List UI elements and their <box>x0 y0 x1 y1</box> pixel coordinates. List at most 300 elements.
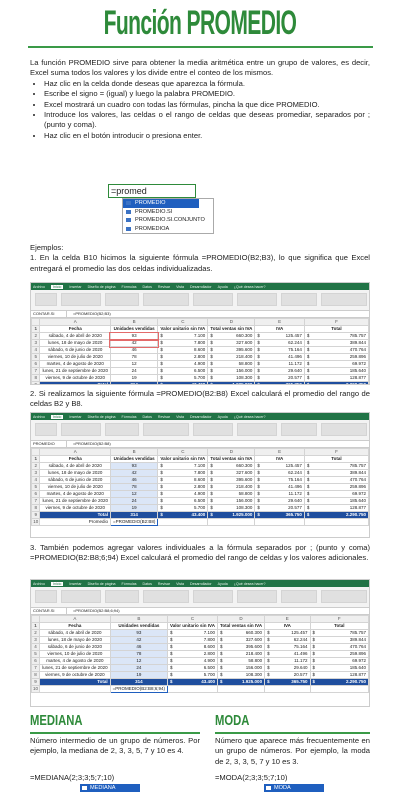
value-cell[interactable] <box>158 484 208 491</box>
value-cell[interactable] <box>208 491 255 498</box>
name-box[interactable]: PROMEDIO <box>31 441 67 447</box>
ribbon-tab[interactable]: Inicio <box>52 284 62 289</box>
date-cell[interactable]: sábado, 4 de abril de 2020 <box>40 630 111 637</box>
units-cell[interactable]: 78 <box>110 354 157 361</box>
row-number[interactable]: 3 <box>32 637 40 644</box>
ribbon-group[interactable] <box>321 590 367 603</box>
column-header[interactable]: D <box>208 319 255 326</box>
value-cell[interactable] <box>255 361 305 368</box>
ribbon-group[interactable] <box>237 423 277 436</box>
ribbon-tab[interactable]: Insertar <box>69 284 82 289</box>
value-cell[interactable] <box>310 644 368 651</box>
units-cell[interactable]: 12 <box>110 491 157 498</box>
ribbon-group[interactable] <box>321 293 367 306</box>
ribbon-group[interactable] <box>193 293 233 306</box>
formula-input[interactable]: =promed <box>108 184 196 198</box>
name-box[interactable]: CONTAR.SI <box>31 311 67 317</box>
ribbon-tab[interactable]: Archivo <box>33 284 45 289</box>
value-cell[interactable] <box>310 651 368 658</box>
ribbon-tab[interactable]: Vista <box>176 581 185 586</box>
column-header[interactable]: C <box>158 319 208 326</box>
row-number[interactable]: 5 <box>32 354 40 361</box>
column-header[interactable]: B <box>110 449 157 456</box>
ribbon-group[interactable] <box>143 590 189 603</box>
units-cell[interactable]: 46 <box>110 347 157 354</box>
row-number[interactable]: 7 <box>32 368 40 375</box>
ribbon-tab[interactable]: Fórmulas <box>121 414 137 419</box>
column-header[interactable]: A <box>40 319 111 326</box>
value-cell[interactable] <box>255 505 305 512</box>
value-cell[interactable] <box>168 630 218 637</box>
ribbon-tab[interactable]: Inicio <box>52 581 62 586</box>
value-cell[interactable] <box>265 651 310 658</box>
ribbon-tab[interactable]: Ayuda <box>217 581 228 586</box>
value-cell[interactable] <box>158 333 208 340</box>
value-cell[interactable] <box>208 498 255 505</box>
value-cell[interactable] <box>304 368 368 375</box>
value-cell[interactable] <box>310 665 368 672</box>
value-cell[interactable] <box>255 340 305 347</box>
value-cell[interactable] <box>168 658 218 665</box>
row-number[interactable]: 7 <box>32 498 40 505</box>
header-cell[interactable]: IVA <box>255 456 305 463</box>
value-cell[interactable] <box>168 665 218 672</box>
date-cell[interactable]: lunes, 18 de mayo de 2020 <box>40 470 111 477</box>
date-cell[interactable]: sábado, 4 de abril de 2020 <box>40 463 111 470</box>
ribbon-group[interactable] <box>61 293 101 306</box>
promedio-label[interactable] <box>40 686 111 693</box>
value-cell[interactable] <box>265 630 310 637</box>
corner-cell[interactable] <box>32 449 40 456</box>
value-cell[interactable] <box>255 498 305 505</box>
header-cell[interactable]: Valor unitario sin IVA <box>168 623 218 630</box>
value-cell[interactable] <box>208 470 255 477</box>
header-cell[interactable]: Valor unitario sin IVA <box>158 326 208 333</box>
value-cell[interactable] <box>304 354 368 361</box>
ribbon-group[interactable] <box>237 293 277 306</box>
ribbon-group[interactable] <box>193 423 233 436</box>
value-cell[interactable] <box>217 665 264 672</box>
value-cell[interactable] <box>304 477 368 484</box>
ribbon-group[interactable] <box>321 423 367 436</box>
row-number[interactable]: 2 <box>32 630 40 637</box>
total-label[interactable]: Total <box>40 382 111 386</box>
date-cell[interactable]: martes, 4 de agosto de 2020 <box>40 658 111 665</box>
value-cell[interactable] <box>158 347 208 354</box>
units-cell[interactable]: 24 <box>110 665 167 672</box>
row-number[interactable]: 5 <box>32 651 40 658</box>
ribbon-tab[interactable]: Vista <box>176 414 185 419</box>
amount: 7.800 <box>203 637 215 642</box>
value-cell[interactable] <box>217 658 264 665</box>
units-cell[interactable]: 93 <box>110 463 157 470</box>
column-header[interactable]: C <box>168 616 218 623</box>
units-cell[interactable]: 46 <box>110 477 157 484</box>
total-label[interactable]: Total <box>40 679 111 686</box>
value-cell[interactable] <box>208 463 255 470</box>
ribbon-group[interactable] <box>281 293 317 306</box>
ribbon-tab[interactable]: Archivo <box>33 414 45 419</box>
formula-bar-input[interactable]: =PROMEDIO(B2:B8;6;94) <box>73 608 120 613</box>
value-cell[interactable] <box>208 484 255 491</box>
units-cell[interactable]: 19 <box>110 505 157 512</box>
column-header[interactable]: E <box>255 449 305 456</box>
formula-cell[interactable]: =PROMEDIO(B2:B8;6;94) <box>110 686 167 693</box>
column-header[interactable]: E <box>255 319 305 326</box>
value-cell[interactable] <box>168 644 218 651</box>
formula-bar-input[interactable]: =PROMEDIO(B2:B8) <box>73 441 111 446</box>
ribbon-tab[interactable]: Fórmulas <box>121 581 137 586</box>
header-cell[interactable]: Total ventas sin IVA <box>208 456 255 463</box>
header-cell[interactable]: Total <box>304 326 368 333</box>
column-header[interactable]: A <box>40 616 111 623</box>
column-header[interactable]: B <box>110 616 167 623</box>
autocomplete-option[interactable]: PROMEDIO.SI <box>123 208 213 217</box>
total-units[interactable]: 314 <box>110 679 167 686</box>
total-value-cell[interactable] <box>158 512 208 519</box>
row-number[interactable]: 10 <box>33 686 39 691</box>
corner-cell[interactable] <box>32 616 40 623</box>
value-cell[interactable] <box>158 470 208 477</box>
row-number[interactable]: 1 <box>32 326 40 333</box>
header-cell[interactable]: Unidades vendidas <box>110 456 157 463</box>
ribbon-group[interactable] <box>35 590 57 603</box>
ribbon-tab[interactable]: ¿Qué desea hacer? <box>233 414 266 419</box>
empty-cell[interactable] <box>255 519 305 526</box>
units-cell[interactable]: 24 <box>110 368 157 375</box>
date-cell[interactable]: viernes, 10 de julio de 2020 <box>40 651 111 658</box>
units-cell[interactable]: 46 <box>110 644 167 651</box>
ribbon-group[interactable] <box>105 590 139 603</box>
value-cell[interactable] <box>265 672 310 679</box>
value-cell[interactable] <box>310 658 368 665</box>
row-number[interactable]: 9 <box>32 382 40 386</box>
autocomplete-option[interactable]: PROMEDIO.SI.CONJUNTO <box>123 216 213 225</box>
row-number[interactable]: 2 <box>32 463 40 470</box>
value-cell[interactable] <box>168 651 218 658</box>
value-cell[interactable] <box>304 333 368 340</box>
corner-cell[interactable] <box>32 319 40 326</box>
ribbon-tab[interactable]: Revisar <box>157 284 171 289</box>
units-cell[interactable]: 12 <box>110 361 157 368</box>
row-number[interactable]: 8 <box>32 505 40 512</box>
row-number[interactable]: 1 <box>32 456 40 463</box>
date-cell[interactable]: lunes, 21 de septiembre de 2020 <box>40 665 111 672</box>
date-cell[interactable]: lunes, 18 de mayo de 2020 <box>40 637 111 644</box>
header-cell[interactable]: IVA <box>255 326 305 333</box>
ribbon-tab[interactable]: Insertar <box>69 414 82 419</box>
value-cell[interactable] <box>255 484 305 491</box>
value-cell[interactable] <box>208 477 255 484</box>
value-cell[interactable] <box>255 463 305 470</box>
value-cell[interactable] <box>158 498 208 505</box>
units-cell[interactable]: 42 <box>110 470 157 477</box>
date-cell[interactable]: lunes, 18 de mayo de 2020 <box>40 340 111 347</box>
value-cell[interactable] <box>304 375 368 382</box>
units-cell[interactable]: 42 <box>110 340 157 347</box>
date-cell[interactable]: viernes, 9 de octubre de 2020 <box>40 375 111 382</box>
column-header[interactable]: C <box>158 449 208 456</box>
row-number[interactable]: 10 <box>33 519 39 524</box>
column-header[interactable]: B <box>110 319 157 326</box>
header-cell[interactable]: IVA <box>265 623 310 630</box>
value-cell[interactable] <box>217 672 264 679</box>
value-cell[interactable] <box>304 491 368 498</box>
autocomplete-option[interactable]: PROMEDIOA <box>123 225 213 234</box>
value-cell[interactable] <box>217 651 264 658</box>
row-number[interactable]: 5 <box>32 484 40 491</box>
amount: 7.100 <box>203 630 215 635</box>
ribbon-tab[interactable]: Ayuda <box>217 284 228 289</box>
units-cell[interactable]: 93 <box>110 333 157 340</box>
column-header[interactable]: D <box>217 616 264 623</box>
column-header[interactable]: E <box>265 616 310 623</box>
empty-cell[interactable] <box>208 519 255 526</box>
ribbon-tab[interactable]: Datos <box>142 414 152 419</box>
header-cell[interactable]: Unidades vendidas <box>110 326 157 333</box>
total-value-cell[interactable] <box>158 382 208 386</box>
column-header[interactable]: D <box>208 449 255 456</box>
row-number[interactable]: 4 <box>32 347 40 354</box>
ribbon-toolbar <box>31 587 369 608</box>
value-cell[interactable] <box>255 375 305 382</box>
header-cell[interactable]: Valor unitario sin IVA <box>158 456 208 463</box>
formula-cell[interactable]: =PROMEDIO(B2:B8) <box>110 519 157 526</box>
row-number[interactable]: 3 <box>32 470 40 477</box>
empty-cell[interactable] <box>217 686 264 693</box>
value-cell[interactable] <box>158 375 208 382</box>
row-number[interactable]: 4 <box>32 644 40 651</box>
value-cell[interactable] <box>255 333 305 340</box>
total-value-cell[interactable] <box>255 382 305 386</box>
value-cell[interactable] <box>265 658 310 665</box>
ribbon-group[interactable] <box>193 590 233 603</box>
value-cell[interactable] <box>168 672 218 679</box>
total-value-cell[interactable] <box>168 679 218 686</box>
column-header[interactable]: F <box>304 449 368 456</box>
date-cell[interactable]: sábado, 4 de abril de 2020 <box>40 333 111 340</box>
ribbon-tab[interactable]: Archivo <box>33 581 45 586</box>
formula-bar-input[interactable]: =PROMEDIO(B2;B3) <box>73 311 111 316</box>
header-cell[interactable]: Fecha <box>40 326 111 333</box>
header-cell[interactable]: Fecha <box>40 456 111 463</box>
ribbon-tab[interactable]: ¿Qué desea hacer? <box>233 284 266 289</box>
total-label[interactable]: Total <box>40 512 111 519</box>
value-cell[interactable] <box>265 644 310 651</box>
value-cell[interactable] <box>158 491 208 498</box>
ribbon-tab[interactable]: Datos <box>142 284 152 289</box>
value-cell[interactable] <box>158 368 208 375</box>
header-cell[interactable]: Total ventas sin IVA <box>217 623 264 630</box>
value-cell[interactable] <box>217 637 264 644</box>
date-cell[interactable]: viernes, 9 de octubre de 2020 <box>40 672 111 679</box>
value-cell[interactable] <box>208 333 255 340</box>
ribbon-tab[interactable]: ¿Qué desea hacer? <box>233 581 266 586</box>
total-value-cell[interactable] <box>217 679 264 686</box>
ribbon-group[interactable] <box>143 423 189 436</box>
amount: 365.750 <box>285 382 302 385</box>
row-number[interactable]: 8 <box>32 375 40 382</box>
empty-cell[interactable] <box>310 686 368 693</box>
ribbon-tab[interactable]: Diseño de página <box>87 284 116 289</box>
ribbon-group[interactable] <box>237 590 277 603</box>
column-header[interactable]: F <box>310 616 368 623</box>
row-number[interactable]: 6 <box>32 491 40 498</box>
value-cell[interactable] <box>255 347 305 354</box>
value-cell[interactable] <box>208 347 255 354</box>
units-cell[interactable]: 78 <box>110 484 157 491</box>
ribbon-group[interactable] <box>143 293 189 306</box>
ribbon-group[interactable] <box>281 423 317 436</box>
value-cell[interactable] <box>158 361 208 368</box>
units-cell[interactable]: 42 <box>110 637 167 644</box>
row-number[interactable]: 2 <box>32 333 40 340</box>
mediana-autocomplete-option[interactable]: MEDIANA <box>80 784 140 792</box>
value-cell[interactable] <box>304 347 368 354</box>
amount: 259.896 <box>349 484 366 489</box>
value-cell[interactable] <box>158 477 208 484</box>
value-cell[interactable] <box>255 491 305 498</box>
date-cell[interactable]: viernes, 10 de julio de 2020 <box>40 484 111 491</box>
value-cell[interactable] <box>310 630 368 637</box>
value-cell[interactable] <box>208 368 255 375</box>
ribbon-tab[interactable]: Fórmulas <box>121 284 137 289</box>
value-cell[interactable] <box>304 505 368 512</box>
date-cell[interactable]: viernes, 10 de julio de 2020 <box>40 354 111 361</box>
row-number[interactable]: 4 <box>32 477 40 484</box>
value-cell[interactable] <box>208 354 255 361</box>
empty-cell[interactable] <box>265 686 310 693</box>
ribbon-group[interactable] <box>35 293 57 306</box>
total-value-cell[interactable] <box>208 512 255 519</box>
value-cell[interactable] <box>208 505 255 512</box>
autocomplete-option[interactable]: PROMEDIO <box>123 199 199 208</box>
column-header[interactable]: F <box>304 319 368 326</box>
ribbon-tab[interactable]: Desarrollador <box>190 284 212 289</box>
value-cell[interactable] <box>158 505 208 512</box>
date-cell[interactable]: martes, 4 de agosto de 2020 <box>40 491 111 498</box>
currency-symbol: $ <box>219 658 223 663</box>
value-cell[interactable] <box>265 665 310 672</box>
value-cell[interactable] <box>158 340 208 347</box>
total-value-cell[interactable] <box>304 382 368 386</box>
ribbon-tab[interactable]: Datos <box>142 581 152 586</box>
row-number[interactable]: 9 <box>32 679 40 686</box>
value-cell[interactable] <box>310 672 368 679</box>
ribbon-tab[interactable]: Inicio <box>52 414 62 419</box>
row-number[interactable]: 9 <box>32 512 40 519</box>
ribbon-tab[interactable]: Vista <box>176 284 185 289</box>
ribbon-tab[interactable]: Ayuda <box>217 414 228 419</box>
date-cell[interactable]: sábado, 6 de junio de 2020 <box>40 477 111 484</box>
ribbon-group[interactable] <box>281 590 317 603</box>
units-cell[interactable]: 78 <box>110 651 167 658</box>
ribbon-tab[interactable]: Revisar <box>157 581 171 586</box>
total-value-cell[interactable] <box>208 382 255 386</box>
value-cell[interactable] <box>255 470 305 477</box>
header-cell[interactable]: Unidades vendidas <box>110 623 167 630</box>
value-cell[interactable] <box>217 644 264 651</box>
empty-cell[interactable] <box>304 519 368 526</box>
value-cell[interactable] <box>255 354 305 361</box>
value-cell[interactable] <box>255 477 305 484</box>
date-cell[interactable]: viernes, 9 de octubre de 2020 <box>40 505 111 512</box>
date-cell[interactable]: sábado, 6 de junio de 2020 <box>40 644 111 651</box>
ribbon-tab[interactable]: Revisar <box>157 414 171 419</box>
total-value-cell[interactable] <box>265 679 310 686</box>
value-cell[interactable] <box>168 637 218 644</box>
value-cell[interactable] <box>304 463 368 470</box>
row-number[interactable]: 3 <box>32 340 40 347</box>
ribbon-tab[interactable]: Insertar <box>69 581 82 586</box>
total-units[interactable]: 314 <box>110 382 157 386</box>
date-cell[interactable]: lunes, 21 de septiembre de 2020 <box>40 498 111 505</box>
ribbon-tab[interactable]: Diseño de página <box>87 581 116 586</box>
row-number[interactable]: 8 <box>32 672 40 679</box>
name-box[interactable]: CONTAR.SI <box>31 608 67 614</box>
header-cell[interactable]: Fecha <box>40 623 111 630</box>
empty-cell[interactable] <box>168 686 218 693</box>
value-cell[interactable] <box>304 470 368 477</box>
value-cell[interactable] <box>158 463 208 470</box>
value-cell[interactable] <box>217 630 264 637</box>
promedio-label[interactable]: Promedio <box>40 519 111 526</box>
value-cell[interactable] <box>304 484 368 491</box>
units-cell[interactable]: 12 <box>110 658 167 665</box>
total-value-cell[interactable] <box>304 512 368 519</box>
value-cell[interactable] <box>304 498 368 505</box>
row-number[interactable]: 1 <box>32 623 40 630</box>
units-cell[interactable]: 19 <box>110 672 167 679</box>
value-cell[interactable] <box>158 354 208 361</box>
row-number[interactable]: 6 <box>32 361 40 368</box>
empty-cell[interactable] <box>158 519 208 526</box>
total-value-cell[interactable] <box>310 679 368 686</box>
date-cell[interactable]: martes, 4 de agosto de 2020 <box>40 361 111 368</box>
units-cell[interactable]: 24 <box>110 498 157 505</box>
total-value-cell[interactable] <box>255 512 305 519</box>
ribbon-tab[interactable]: Desarrollador <box>190 414 212 419</box>
ribbon-group[interactable] <box>105 423 139 436</box>
value-cell[interactable] <box>304 361 368 368</box>
date-cell[interactable]: lunes, 21 de septiembre de 2020 <box>40 368 111 375</box>
ribbon-group[interactable] <box>61 590 101 603</box>
value-cell[interactable] <box>208 340 255 347</box>
header-cell[interactable]: Total <box>304 456 368 463</box>
row-number[interactable]: 7 <box>32 665 40 672</box>
ribbon-group[interactable] <box>35 423 57 436</box>
date-cell[interactable]: sábado, 6 de junio de 2020 <box>40 347 111 354</box>
value-cell[interactable] <box>255 368 305 375</box>
units-cell[interactable]: 93 <box>110 630 167 637</box>
ribbon-tab[interactable]: Diseño de página <box>87 414 116 419</box>
value-cell[interactable] <box>208 361 255 368</box>
moda-autocomplete-option[interactable]: MODA <box>264 784 324 792</box>
column-header[interactable]: A <box>40 449 111 456</box>
ribbon-tab[interactable]: Desarrollador <box>190 581 212 586</box>
value-cell[interactable] <box>310 637 368 644</box>
header-cell[interactable]: Total ventas sin IVA <box>208 326 255 333</box>
ribbon-group[interactable] <box>61 423 101 436</box>
row-number[interactable]: 6 <box>32 658 40 665</box>
ribbon-group[interactable] <box>105 293 139 306</box>
value-cell[interactable] <box>304 340 368 347</box>
header-cell[interactable]: Total <box>310 623 368 630</box>
value-cell[interactable] <box>265 637 310 644</box>
total-units[interactable]: 314 <box>110 512 157 519</box>
value-cell[interactable] <box>208 375 255 382</box>
units-cell[interactable]: 19 <box>110 375 157 382</box>
